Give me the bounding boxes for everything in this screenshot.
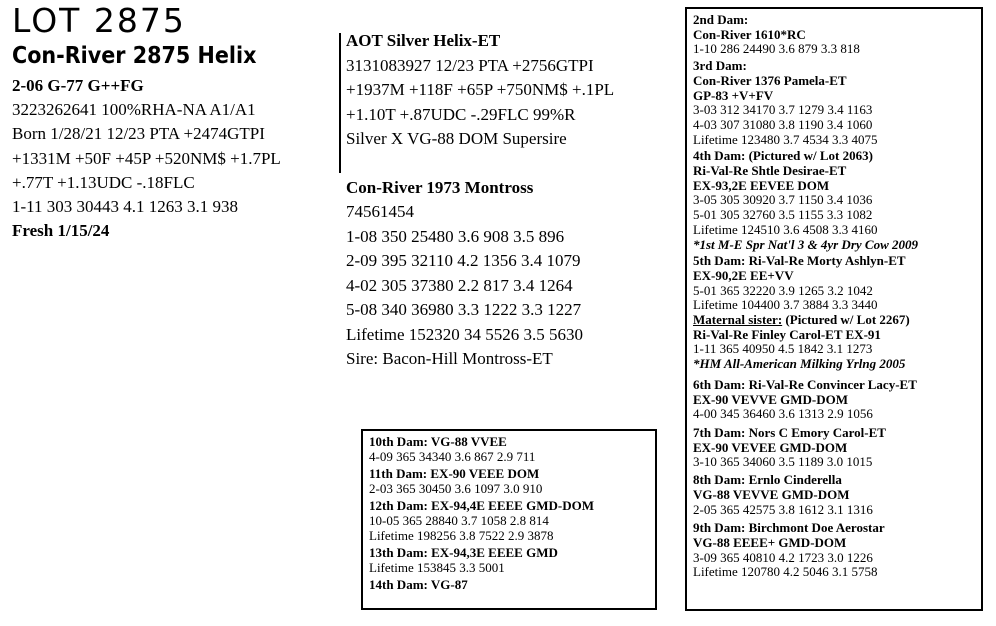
dam-6 [693, 378, 981, 422]
dam-3 [693, 59, 981, 147]
dam-11 [369, 466, 655, 496]
dam-record-2: 2-09 395 32110 4.2 1356 3.4 1079 [346, 251, 581, 270]
dam-12-title: 12th Dam: EX-94,4E EEEE GMD-DOM [369, 498, 594, 513]
dam-7 [693, 426, 981, 470]
dam-8-title: 8th Dam: Ernlo Cinderella [693, 472, 842, 488]
fresh-date: Fresh 1/15/24 [12, 221, 110, 241]
dam-2-record: 1-10 286 24490 3.6 879 3.3 818 [693, 41, 860, 57]
maternal-sister-record: 1-11 365 40950 4.5 1842 3.1 1273 [693, 341, 873, 357]
dam-12-lifetime: Lifetime 198256 3.8 7522 2.9 3878 [369, 528, 554, 543]
dam-4-record-2: 5-01 305 32760 3.5 1155 3.3 1082 [693, 207, 873, 223]
dam-9 [693, 521, 981, 580]
dam-5 [693, 254, 981, 372]
maternal-sister-label: Maternal sister: [693, 312, 783, 328]
dam-4-record-1: 3-05 305 30920 3.7 1150 3.4 1036 [693, 192, 873, 208]
dam-13-title: 13th Dam: EX-94,3E EEEE GMD [369, 545, 558, 560]
dam-4-title: 4th Dam: (Pictured w/ Lot 2063) [693, 148, 873, 164]
sire-line-2: +1937M +118F +65P +750NM$ +.1PL [346, 80, 615, 99]
dam-id: 74561454 [346, 202, 414, 221]
sire-line-4: Silver X VG-88 DOM Supersire [346, 129, 567, 148]
dam-14-title: 14th Dam: VG-87 [369, 577, 468, 592]
dam-9-record: 3-09 365 40810 4.2 1723 3.0 1226 [693, 549, 873, 565]
classification: 2-06 G-77 G++FG [12, 76, 144, 95]
sire-line-1: 3131083927 12/23 PTA +2756GTPI [346, 55, 594, 75]
spacer [346, 152, 614, 176]
dam-3-name: Con-River 1376 Pamela-ET [693, 72, 847, 88]
dam-4 [693, 149, 981, 252]
sire-name: AOT Silver Helix-ET [346, 31, 501, 50]
dam-10 [369, 434, 655, 464]
production-record: 1-11 303 30443 4.1 1263 3.1 938 [12, 197, 239, 217]
dam-3-title: 3rd Dam: [693, 58, 747, 74]
lot-number: LOT 2875 [12, 1, 186, 40]
dam-8-class: VG-88 VEVVE GMD-DOM [693, 486, 850, 502]
dam-3-record-1: 3-03 312 34170 3.7 1279 3.4 1163 [693, 102, 873, 118]
dam-2-title: 2nd Dam: [693, 12, 749, 27]
dam-12-record: 10-05 365 28840 3.7 1058 2.8 814 [369, 513, 549, 528]
pedigree-box [685, 7, 983, 611]
dam-lifetime: Lifetime 152320 34 5526 3.5 5630 [346, 324, 584, 344]
dam-6-title: 6th Dam: Ri-Val-Re Convincer Lacy-ET [693, 376, 917, 392]
dam-13 [369, 545, 655, 575]
dam-10-title: 10th Dam: VG-88 VVEE [369, 434, 507, 449]
dam-5-record: 5-01 365 32220 3.9 1265 3.2 1042 [693, 282, 873, 298]
birth-gtpi-line: Born 1/28/21 12/23 PTA +2474GTPI [12, 124, 265, 144]
dam-record-3: 4-02 305 37380 2.2 817 3.4 1264 [346, 275, 573, 295]
dam-9-title: 9th Dam: Birchmont Doe Aerostar [693, 520, 885, 536]
dam-6-class: EX-90 VEVVE GMD-DOM [693, 391, 849, 407]
animal-name: Con-River 2875 Helix [12, 43, 257, 69]
maternal-sister-heading [693, 313, 981, 328]
dam-2 [693, 13, 981, 57]
dam-3-class: GP-83 +V+FV [693, 87, 774, 103]
dam-12 [369, 498, 655, 543]
dam-8-record: 2-05 365 42575 3.8 1612 3.1 1316 [693, 501, 873, 517]
dam-5-class: EX-90,2E EE+VV [693, 267, 794, 283]
dam-name: Con-River 1973 Montross [346, 177, 534, 197]
animal-info [12, 74, 281, 243]
dam-9-lifetime: Lifetime 120780 4.2 5046 3.1 5758 [693, 564, 878, 580]
dam-8 [693, 473, 981, 517]
dam-2-name: Con-River 1610*RC [693, 26, 806, 42]
sire-line-3: +1.10T +.87UDC -.29FLC 99%R [346, 104, 576, 124]
maternal-sister-pictured: (Pictured w/ Lot 2267) [782, 312, 910, 328]
dam-10-record: 4-09 365 34340 3.6 867 2.9 711 [369, 449, 536, 464]
lower-dams-box [361, 429, 657, 610]
dam-sire: Sire: Bacon-Hill Montross-ET [346, 349, 553, 368]
dam-4-name: Ri-Val-Re Shtle Desirae-ET [693, 163, 847, 179]
genomic-line-2: +.77T +1.13UDC -.18FLC [12, 172, 195, 192]
dam-7-class: EX-90 VEVEE GMD-DOM [693, 439, 848, 455]
dam-record-1: 1-08 350 25480 3.6 908 3.5 896 [346, 226, 565, 246]
dam-4-class: EX-93,2E EEVEE DOM [693, 177, 830, 193]
dam-5-title: 5th Dam: Ri-Val-Re Morty Ashlyn-ET [693, 253, 906, 269]
dam-record-4: 5-08 340 36980 3.3 1222 3.3 1227 [346, 300, 582, 319]
column-divider [339, 33, 341, 173]
registration-line: 3223262641 100%RHA-NA A1/A1 [12, 100, 256, 120]
dam-14 [369, 577, 655, 592]
dam-4-award: *1st M-E Spr Nat'l 3 & 4yr Dry Cow 2009 [693, 236, 918, 252]
dam-3-lifetime: Lifetime 123480 3.7 4534 3.3 4075 [693, 131, 878, 147]
dam-4-lifetime: Lifetime 124510 3.6 4508 3.3 4160 [693, 221, 878, 237]
dam-3-record-2: 4-03 307 31080 3.8 1190 3.4 1060 [693, 116, 873, 132]
dam-5-lifetime: Lifetime 104400 3.7 3884 3.3 3440 [693, 297, 878, 313]
dam-9-class: VG-88 EEEE+ GMD-DOM [693, 534, 847, 550]
dam-6-record: 4-00 345 36460 3.6 1313 2.9 1056 [693, 406, 873, 422]
sire-dam-info [346, 29, 614, 372]
maternal-sister-award: *HM All-American Milking Yrlng 2005 [693, 356, 906, 372]
dam-7-record: 3-10 365 34060 3.5 1189 3.0 1015 [693, 454, 873, 470]
dam-7-title: 7th Dam: Nors C Emory Carol-ET [693, 424, 886, 440]
dam-11-record: 2-03 365 30450 3.6 1097 3.0 910 [369, 481, 543, 496]
genomic-line-1: +1331M +50F +45P +520NM$ +1.7PL [12, 148, 281, 168]
dam-11-title: 11th Dam: EX-90 VEEE DOM [369, 466, 540, 481]
dam-13-lifetime: Lifetime 153845 3.3 5001 [369, 560, 505, 575]
maternal-sister-name: Ri-Val-Re Finley Carol-ET EX-91 [693, 326, 881, 342]
